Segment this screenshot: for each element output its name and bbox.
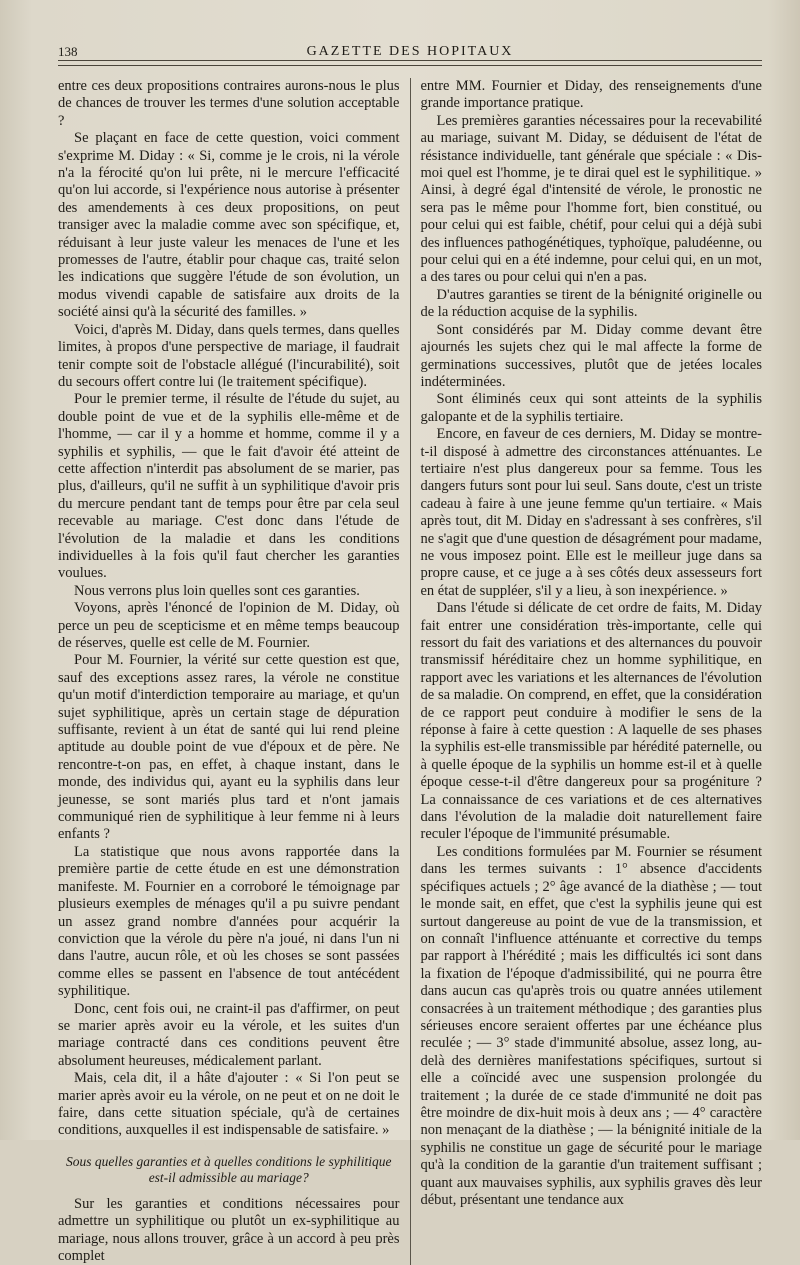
paragraph: Mais, cela dit, il a hâte d'ajouter : « Si l'on peut se marier après avoir eu la vérole, on ne peut et on ne doit le faire, dans cette situation spéciale, qu'à de certaines conditions, auxquelles il est indispensable de satisfaire. » xyxy=(58,1070,400,1139)
paragraph: Les premières garanties nécessaires pour la recevabilité au mariage, suivant M. Diday, se déduisent de l'état de résistance individuelle, tant générale que spéciale : « Dis-moi quel est l'homme, je te dirai quel est le syphilitique. » Ainsi, à degré égal d'intensité de vérole, le pronostic ne sera pas le même pour l'homme fort, bien constitué, ou pour celui qui est faible, chétif, pour celui qui a déjà subi des influences pathogénétiques, typhoïque, paludéenne, ou pour celui qui en a été indemne, pour celui qui, en un mot, a des tares ou pour celui qui n'en a pas. xyxy=(420,112,762,286)
paragraph: Se plaçant en face de cette question, voici comment s'exprime M. Diday : « Si, comme je le crois, ni la vérole n'a la férocité qu'on lui prête, ni le mercure l'efficacité qu'on lui accorde, si l'expérience nous autorise à présenter des amendements à ces deux propositions, on peut transiger avec la maladie comme avec son spécifique, et, réduisant à leur juste valeur les menaces de l'une et les promesses de l'autre, établir pour chaque cas, traité selon les indications que suggère l'étude de son évolution, un modus vivendi capable de satisfaire aux droits de la société ainsi qu'à la sécurité des familles. » xyxy=(58,130,400,321)
paragraph: Sur les garanties et conditions nécessaires pour admettre un syphilitique ou plutôt un ex-syphilitique au mariage, nous allons trouver, grâce à un accord à peu près complet xyxy=(58,1195,400,1264)
paragraph: entre MM. Fournier et Diday, des renseignements d'une grande importance pratique. xyxy=(420,78,762,112)
paragraph: Pour M. Fournier, la vérité sur cette question est que, sauf des exceptions assez rares, la vérole ne constitue qu'un motif d'interdiction temporaire au mariage, et qu'un sujet syphilitique, après un certain stage de dépuration suffisante, revient à un état de santé qui lui rend pleine aptitude au double point de vue d'époux et de père. Ne rencontre-t-on pas, en effet, à chaque instant, dans le monde, des individus qui, ayant eu la syphilis dans leur jeunesse, se sont mariés plus tard et n'ont jamais communiqué rien de syphilitique à leur femme ni à leurs enfants ? xyxy=(58,652,400,843)
paragraph: Donc, cent fois oui, ne craint-il pas d'affirmer, on peut se marier après avoir eu la vérole, et les suites d'un mariage contracté dans ces conditions peuvent être absolument heureuses, médicalement parlant. xyxy=(58,1000,400,1069)
paragraph: Encore, en faveur de ces derniers, M. Diday se montre-t-il disposé à admettre des circonstances atténuantes. Le tertiaire n'est plus dangereux pour sa femme. Tous les dangers futurs sont pour lui seul. Sans doute, c'est un triste cadeau à faire à une jeune femme qu'un tertiaire. « Mais après tout, dit M. Diday en s'adressant à ses confrères, s'il ne s'agit que d'une question de désagrément pour madame, ne vous imposez point. Elle est le meilleur juge dans sa propre cause, et ce juge a à ses côtés deux assesseurs fort en état de suppléer, s'il y a lieu, à son inexpérience. » xyxy=(420,426,762,599)
paragraph: Pour le premier terme, il résulte de l'étude du sujet, au double point de vue et de la syphilis elle-même et de l'homme, — car il y a homme et homme, comme il y a syphilis et syphilis, — que le fait d'avoir été atteint de cette affection n'interdit pas absolument de se marier, pas plus, d'ailleurs, qu'il ne suffit à un syphilitique d'avoir pris du mercure pendant tant de temps pour être par cela seul recevable au mariage. C'est donc dans l'étude de l'évolution de la maladie et dans les conditions individuelles à la fois qu'il faut chercher les garanties voulues. xyxy=(58,391,400,582)
paragraph: Sont éliminés ceux qui sont atteints de la syphilis galopante et de la syphilis tertiaire. xyxy=(420,391,762,425)
journal-title: GAZETTE DES HOPITAUX xyxy=(306,44,514,59)
text-columns xyxy=(58,78,762,1265)
paragraph: D'autres garanties se tirent de la bénignité originelle ou de la réduction acquise de la syphilis. xyxy=(420,286,762,321)
left-column xyxy=(58,78,410,1265)
paragraph: Sont considérés par M. Diday comme devant être ajournés les sujets chez qui le mal affecte la forme de germinations successives, plutôt que de jetées locales indéterminées. xyxy=(420,321,762,390)
page-number: 138 xyxy=(58,44,78,59)
section-subheading: Sous quelles garanties et à quelles conditions le syphilitique est-il admissible au mariage? xyxy=(66,1153,392,1185)
paragraph: Nous verrons plus loin quelles sont ces garanties. xyxy=(74,582,360,599)
paragraph: entre ces deux propositions contraires aurons-nous le plus de chances de trouver les termes d'une solution acceptable ? xyxy=(58,78,400,129)
paragraph: Les conditions formulées par M. Fournier se résument dans les termes suivants : 1° absence d'accidents spécifiques actuels ; 2° âge avancé de la diathèse ; — tout le monde sait, en effet, que c'est la syphilis jeune qui est surtout dangereuse au point de vue de la transmission, et on connaît l'influence atténuante et corrective du temps par rapport à l'hérédité ; mais les difficultés ici sont dans la fixation de l'époque d'admissibilité, qui ne pourra être dans aucun cas qu'après trois ou quatre années utilement consacrées à un traitement méthodique ; des garanties plus sérieuses encore seraient offertes par une échéance plus reculée ; — 3° stade d'immunité absolue, assez long, au-delà des dernières manifestations spécifiques, surtout si elle a coïncidé avec une suspension prolongée du traitement ; la durée de ce stade d'immunité ne doit pas être moindre de dix-huit mois à deux ans ; — 4° caractère non menaçant de la diathèse ; — la bénignité initiale de la syphilis ne constitue un gage de sécurité pour le mariage qu'à la condition de la garantie d'un traitement suffisant ; quant aux mauvaises syphilis, aux syphilis graves dès leur début, présentant une tendance aux xyxy=(420,843,762,1208)
page-header xyxy=(58,36,762,61)
paragraph: Voyons, après l'énoncé de l'opinion de M. Diday, où perce un peu de scepticisme et en même temps beaucoup de réserves, quelle est celle de M. Fournier. xyxy=(58,600,400,651)
paragraph: Voici, d'après M. Diday, dans quels termes, dans quelles limites, à propos d'une perspective de mariage, il faudrait tenir compte soit de l'obstacle allégué (l'incurabilité), soit du secours offert contre lui (le traitement spécifique). xyxy=(58,321,400,390)
header-rule xyxy=(58,63,762,66)
right-column xyxy=(410,78,763,1265)
paragraph: La statistique que nous avons rapportée dans la première partie de cette étude en est une démonstration manifeste. M. Fournier en a corroboré le témoignage par plusieurs exemples de ménages qu'il a pu suivre pendant un assez grand nombre d'années pour acquérir la conviction que la vérole du père n'a joué, ni dans l'un ni dans l'autre, aucun rôle, et où les choses se sont passées comme elles se passent en l'absence de tout antécédent syphilitique. xyxy=(58,843,400,1000)
paragraph: Dans l'étude si délicate de cet ordre de faits, M. Diday fait entrer une considération très-importante, celle qui ressort du fait des variations et des alternances du pouvoir transmissif héréditaire chez un homme syphilitique, en rapport avec les variations et les alternances de l'évolution de sa maladie. On comprend, en effet, que la considération de ce rapport peut conduire à modifier le sens de la réponse à faire à cette question : A laquelle de ses phases la syphilis est-elle transmissible par hérédité paternelle, ou à quelle époque de la syphilis un homme est-il et à quelle époque cesse-t-il d'être dangereux pour sa progéniture ? La connaissance de ces variations et de ces alternatives dans l'évolution de la maladie doit naturellement faire reculer l'époque de l'immunité présumable. xyxy=(420,600,762,843)
